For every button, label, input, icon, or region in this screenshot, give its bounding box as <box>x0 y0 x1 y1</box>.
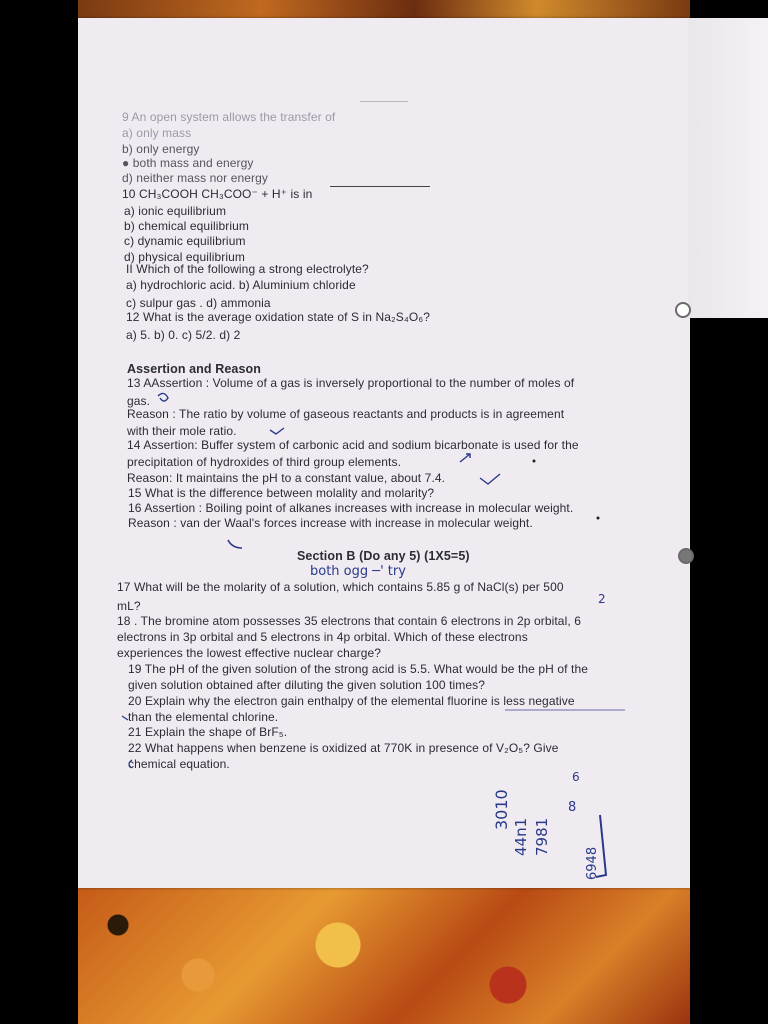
question-line: 18 . The bromine atom possesses 35 electrons that contain 6 electrons in 2p orbital, 6 <box>117 614 581 628</box>
question-line: b) only energy <box>122 142 200 156</box>
question-line: d) neither mass nor energy <box>122 171 269 185</box>
handwritten-tally: 44n1 <box>512 817 530 856</box>
question-line: ● both mass and energy <box>122 156 254 170</box>
question-line: Reason: It maintains the pH to a constant value, about 7.4. <box>127 471 446 485</box>
question-line: 15 What is the difference between molality and molarity? <box>128 486 435 500</box>
question-line: d) physical equilibrium <box>124 250 246 264</box>
handwritten-tally: 8 <box>568 800 577 815</box>
handwritten-margin-mark: 6 <box>572 770 580 784</box>
question-line: 13 AAssertion : Volume of a gas is inversely proportional to the number of moles of <box>127 376 575 390</box>
question-line: electrons in 3p orbital and 5 electrons in 4p orbital. Which of these electrons <box>117 630 528 644</box>
question-line: 20 Explain why the electron gain enthalpy of the elemental fluorine is less negative <box>128 694 575 708</box>
question-line: a) hydrochloric acid. b) Aluminium chloride <box>126 278 356 292</box>
binder-ring-icon <box>678 548 694 564</box>
question-line: 21 Explain the shape of BrF₅. <box>128 725 288 739</box>
question-line: 22 What happens when benzene is oxidized at 770K in presence of V₂O₅? Give <box>128 741 559 755</box>
question-line: 17 What will be the molarity of a solution, which contains 5.85 g of NaCl(s) per 500 <box>117 580 564 594</box>
section-heading: Section B (Do any 5) (1X5=5) <box>297 549 470 563</box>
handwritten-tally: 7981 <box>533 817 551 856</box>
handwritten-tally: 6948 <box>585 846 600 880</box>
question-line: 14 Assertion: Buffer system of carbonic acid and sodium bicarbonate is used for the <box>127 438 579 452</box>
handwritten-note: both ogg ─' try <box>310 564 406 579</box>
question-line: experiences the lowest effective nuclear charge? <box>117 646 382 660</box>
section-heading: Assertion and Reason <box>127 362 261 376</box>
fabric-background-bottom <box>78 885 690 1024</box>
fill-in-blank-line <box>330 186 430 187</box>
page-fold <box>688 18 768 318</box>
question-line: 19 The pH of the given solution of the strong acid is 5.5. What would be the pH of the <box>128 662 588 676</box>
question-line: than the elemental chlorine. <box>128 710 279 724</box>
question-line: 10 CH₃COOH CH₃COO⁻ + H⁺ is in <box>122 187 313 201</box>
question-line: a) 5. b) 0. c) 5/2. d) 2 <box>126 328 241 342</box>
question-line: chemical equation. <box>128 757 230 771</box>
question-line: with their mole ratio. <box>127 424 237 438</box>
question-line: a) only mass <box>122 126 192 140</box>
binder-ring-icon <box>675 302 691 318</box>
question-line: b) chemical equilibrium <box>124 219 250 233</box>
question-line: c) sulpur gas . d) ammonia <box>126 296 271 310</box>
question-line: II Which of the following a strong electrolyte? <box>126 262 369 276</box>
question-line: gas. <box>127 394 151 408</box>
question-line: c) dynamic equilibrium <box>124 234 246 248</box>
question-line: Reason : van der Waal's forces increase with increase in molecular weight. <box>128 516 533 530</box>
handwritten-tally: 3010 <box>492 789 511 830</box>
question-line: mL? <box>117 599 141 613</box>
question-line: precipitation of hydroxides of third group elements. <box>127 455 402 469</box>
handwritten-margin-mark: 2 <box>598 592 606 606</box>
question-line: 16 Assertion : Boiling point of alkanes increases with increase in molecular weight. <box>128 501 574 515</box>
question-line: 12 What is the average oxidation state of S in Na₂S₄O₆? <box>126 310 431 324</box>
question-line: a) ionic equilibrium <box>124 204 227 218</box>
question-line: 9 An open system allows the transfer of <box>122 110 336 124</box>
question-line: Reason : The ratio by volume of gaseous reactants and products is in agreement <box>127 407 565 421</box>
question-line: given solution obtained after diluting the given solution 100 times? <box>128 678 486 692</box>
fill-in-blank-line <box>360 101 408 102</box>
